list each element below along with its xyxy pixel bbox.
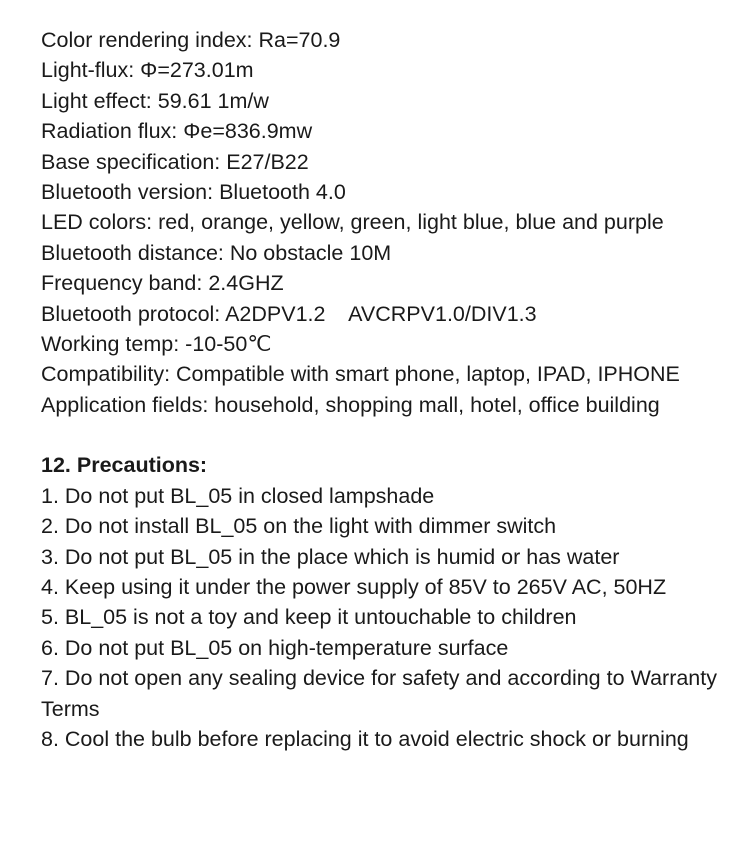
spec-light-flux: Light-flux: Φ=273.01m <box>41 58 254 83</box>
spec-bluetooth-distance: Bluetooth distance: No obstacle 10M <box>41 240 392 265</box>
precaution-item-2: 2. Do not install BL_05 on the light with dimmer switch <box>41 514 557 539</box>
spec-color-rendering-index: Color rendering index: Ra=70.9 <box>41 28 341 52</box>
spec-application-fields: Application fields: household, shopping mall, hotel, office building <box>41 392 660 417</box>
precaution-item-1: 1. Do not put BL_05 in closed lampshade <box>41 483 435 508</box>
precaution-item-5: 5. BL_05 is not a toy and keep it untouchable to children <box>41 605 577 630</box>
spec-led-colors: LED colors: red, orange, yellow, green, light blue, blue and purple <box>41 210 664 235</box>
precaution-item-4: 4. Keep using it under the power supply of 85V to 265V AC, 50HZ <box>41 575 667 600</box>
spec-light-effect: Light effect: 59.61 1m/w <box>41 88 269 113</box>
spec-base-specification: Base specification: E27/B22 <box>41 149 309 174</box>
spec-compatibility: Compatibility: Compatible with smart phone, laptop, IPAD, IPHONE <box>41 362 680 387</box>
spec-bluetooth-protocol: Bluetooth protocol: A2DPV1.2 AVCRPV1.0/DIV1.3 <box>41 301 537 326</box>
spec-bluetooth-version: Bluetooth version: Bluetooth 4.0 <box>41 179 346 204</box>
spec-frequency-band: Frequency band: 2.4GHZ <box>41 271 284 296</box>
precaution-item-8: 8. Cool the bulb before replacing it to avoid electric shock or burning <box>41 727 689 752</box>
spec-working-temp: Working temp: -10-50℃ <box>41 331 272 356</box>
precaution-item-7: 7. Do not open any sealing device for safety and according to Warranty Terms <box>41 666 717 721</box>
spec-radiation-flux: Radiation flux: Φe=836.9mw <box>41 119 313 144</box>
precaution-item-6: 6. Do not put BL_05 on high-temperature surface <box>41 635 509 660</box>
precautions-heading: 12. Precautions: <box>41 453 208 478</box>
spec-document <box>41 25 717 754</box>
section-spacer <box>41 420 717 450</box>
precaution-item-3: 3. Do not put BL_05 in the place which is humid or has water <box>41 544 620 569</box>
